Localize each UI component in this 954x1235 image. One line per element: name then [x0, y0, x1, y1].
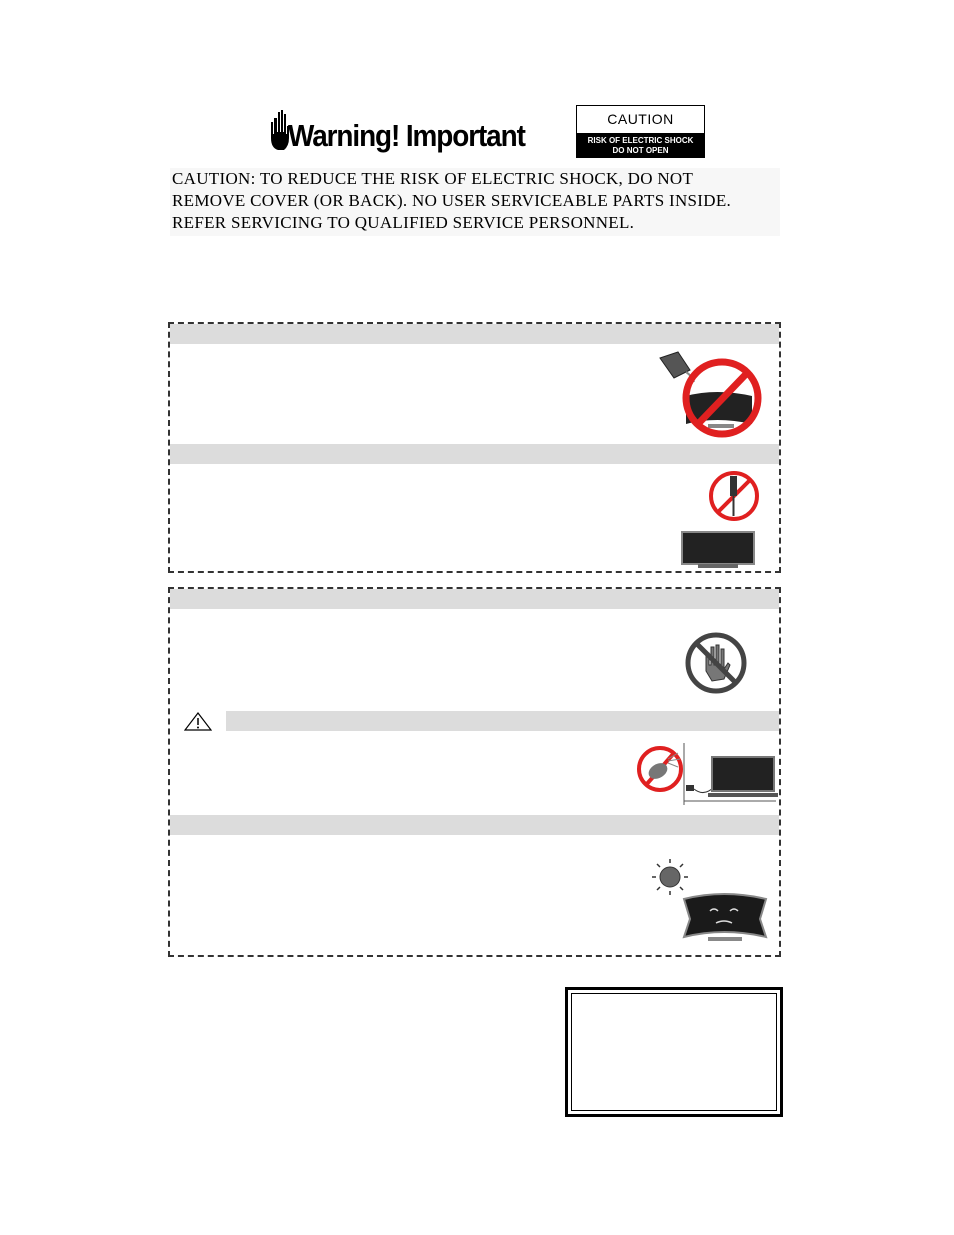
hand-icon: [270, 108, 290, 152]
caution-label-line1: RISK OF ELECTRIC SHOCK: [587, 136, 694, 145]
section-band-spray: [170, 711, 779, 731]
no-screwdriver-icon: [668, 470, 768, 570]
sun-heat-icon: [648, 857, 778, 943]
caution-label-line2: DO NOT OPEN: [612, 146, 669, 155]
no-spray-icon: [636, 739, 778, 809]
caution-statement-line3: REFER SERVICING TO QUALIFIED SERVICE PERSONNEL.: [172, 213, 635, 232]
caution-statement-line2: REMOVE COVER (OR BACK). NO USER SERVICEABLE PARTS INSIDE.: [172, 191, 732, 210]
no-liquid-icon: [656, 350, 776, 438]
safety-box-2: [168, 587, 781, 957]
warning-triangle-icon: [184, 712, 212, 731]
caution-label-title: CAUTION: [607, 111, 674, 127]
notice-box-inner: [571, 993, 777, 1111]
caution-statement-line1: CAUTION: TO REDUCE THE RISK OF ELECTRIC SHOCK, DO NOT: [172, 169, 694, 188]
caution-statement: [170, 168, 780, 236]
caution-label: [576, 105, 705, 158]
section-band-screwdriver: [170, 444, 779, 464]
page-title: Warning! Important: [288, 118, 525, 153]
no-touch-icon: [684, 631, 748, 695]
notice-box: [565, 987, 783, 1117]
caution-label-subtitle: [577, 133, 704, 158]
section-band-liquid: [170, 324, 779, 344]
section-band-sun: [170, 815, 779, 835]
section-band-touch: [170, 589, 779, 609]
safety-box-1: [168, 322, 781, 573]
